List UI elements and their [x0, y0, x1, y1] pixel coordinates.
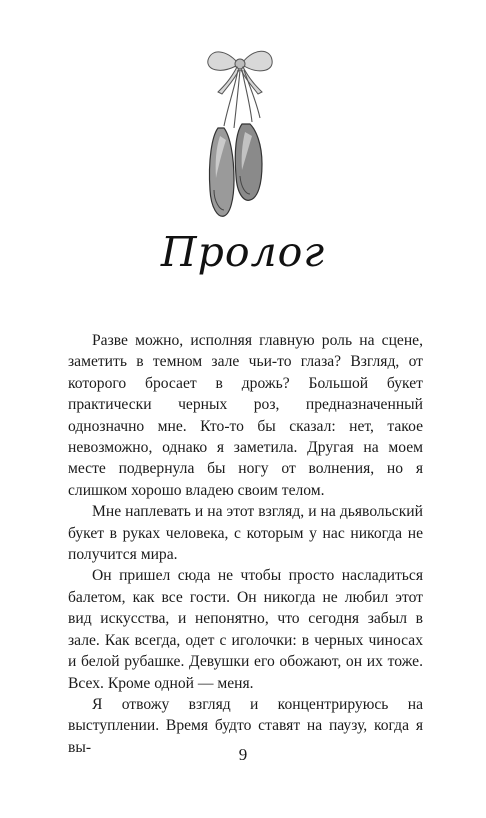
- chapter-body: [68, 330, 423, 758]
- chapter-title: Пролог: [160, 228, 326, 276]
- page-number: 9: [238, 745, 248, 764]
- paragraph: Я отвожу взгляд и концентрируюсь на выступлении. Время будто ставят на паузу, когда я вы-: [68, 695, 423, 756]
- paragraph: Он пришел сюда не чтобы просто насладиться балетом, как все гости. Он никогда не любил этот вид искусства, и непонятно, что сегодня забыл в зале. Как всегда, одет с иголочки: в черных чиносах и белой рубашке. Девушки его обожают, он их тоже. Всех. Кроме одной — меня.: [68, 567, 423, 692]
- paragraph: Разве можно, исполняя главную роль на сцене, заметить в темном зале чьи-то глаза? Взгляд, от которого бросает в дрожь? Большой букет практически черных роз, предназначенный однозначно мне. Кто-то бы сказал: нет, такое невозможно, однако я заметила. Другая на моем месте подвернула бы ногу от волнения, но я слишком хорошо владею своим телом.: [68, 332, 423, 499]
- paragraph: Мне наплевать и на этот взгляд, и на дьявольский букет в руках человека, с которым у нас никогда не получится мира.: [68, 503, 423, 564]
- ballet-pointe-shoes-icon: [190, 40, 290, 230]
